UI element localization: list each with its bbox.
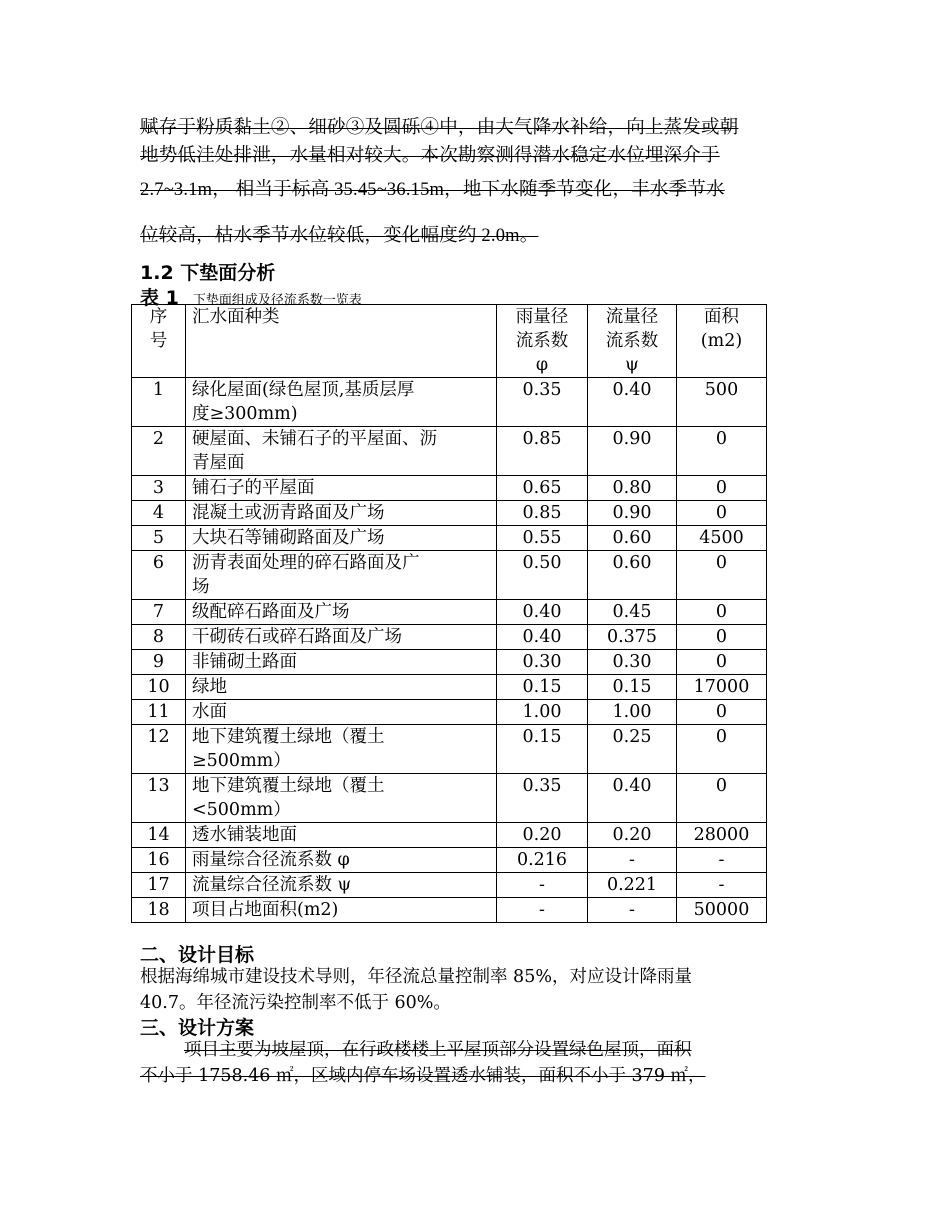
row-no: 14 — [132, 823, 186, 848]
row-surface-type-line: 非铺砌土路面 — [192, 652, 297, 672]
row-flow-coefficient: 0.25 — [588, 725, 677, 774]
row-flow-coefficient: 0.90 — [588, 501, 677, 526]
row-no: 17 — [132, 873, 186, 898]
row-area: - — [677, 848, 767, 873]
intro-line-3: 2.7~3.1m， 相当于标高 35.45~36.15m，地下水随季节变化，丰水季节水 — [140, 180, 725, 200]
table-body — [132, 378, 767, 923]
row-flow-coefficient: 0.15 — [588, 675, 677, 700]
row-surface-type-line: 场 — [192, 577, 210, 597]
table-row — [132, 476, 767, 501]
row-surface-type-line: 沥青表面处理的碎石路面及广 — [192, 553, 420, 573]
row-area: 0 — [677, 476, 767, 501]
row-rain-coefficient: 0.40 — [497, 600, 588, 625]
section-heading-design-goal: 二、设计目标 — [140, 944, 255, 966]
row-surface-type-line: 水面 — [192, 702, 227, 722]
row-surface-type — [186, 600, 497, 625]
row-no: 9 — [132, 650, 186, 675]
row-rain-coefficient: 0.85 — [497, 427, 588, 476]
intro-line-4: 位较高，枯水季节水位较低，变化幅度约 2.0m。 — [140, 226, 539, 246]
row-surface-type-line: 铺石子的平屋面 — [192, 478, 315, 498]
row-area: 17000 — [677, 675, 767, 700]
table-caption-text: 下垫面组成及径流系数一览表 — [192, 293, 362, 308]
row-no: 13 — [132, 774, 186, 823]
row-area: - — [677, 873, 767, 898]
row-rain-coefficient: 0.30 — [497, 650, 588, 675]
row-no: 7 — [132, 600, 186, 625]
table-row — [132, 427, 767, 476]
table-row — [132, 725, 767, 774]
table-row — [132, 823, 767, 848]
row-surface-type — [186, 650, 497, 675]
row-no: 16 — [132, 848, 186, 873]
row-surface-type-line: 绿化屋面(绿色屋顶,基质层厚 — [192, 380, 415, 400]
table-row — [132, 898, 767, 923]
table-header-row — [132, 305, 767, 378]
row-area: 500 — [677, 378, 767, 427]
table-row — [132, 848, 767, 873]
row-no: 6 — [132, 551, 186, 600]
row-rain-coefficient: 0.65 — [497, 476, 588, 501]
row-surface-type-line: 项目占地面积(m2) — [192, 900, 339, 920]
row-surface-type-line: 绿地 — [192, 677, 227, 697]
row-flow-coefficient: 0.60 — [588, 526, 677, 551]
row-surface-type — [186, 625, 497, 650]
row-surface-type-line: 干砌砖石或碎石路面及广场 — [192, 627, 402, 647]
header-area: 面积 (m2) — [677, 305, 767, 378]
row-rain-coefficient: 0.55 — [497, 526, 588, 551]
row-surface-type — [186, 427, 497, 476]
row-surface-type — [186, 501, 497, 526]
row-rain-coefficient: 0.50 — [497, 551, 588, 600]
row-flow-coefficient: 0.20 — [588, 823, 677, 848]
table-row — [132, 675, 767, 700]
row-surface-type — [186, 526, 497, 551]
row-no: 11 — [132, 700, 186, 725]
intro-line-2: 地势低洼处排泄，水量相对较大。本次勘察测得潜水稳定水位埋深介于 — [140, 146, 720, 166]
row-area: 0 — [677, 625, 767, 650]
row-rain-coefficient: - — [497, 898, 588, 923]
row-rain-coefficient: 1.00 — [497, 700, 588, 725]
row-rain-coefficient: 0.35 — [497, 774, 588, 823]
row-no: 12 — [132, 725, 186, 774]
row-flow-coefficient: - — [588, 898, 677, 923]
header-no: 序 号 — [132, 305, 186, 378]
row-area: 50000 — [677, 898, 767, 923]
row-surface-type — [186, 823, 497, 848]
row-area: 28000 — [677, 823, 767, 848]
table-row — [132, 378, 767, 427]
design-goal-line-1: 根据海绵城市建设技术导则，年径流总量控制率 85%，对应设计降雨量 — [140, 967, 692, 987]
intro-line-1: 赋存于粉质黏土②、细砂③及圆砾④中，由大气降水补给，向上蒸发或朝 — [140, 118, 739, 138]
row-no: 3 — [132, 476, 186, 501]
row-surface-type — [186, 873, 497, 898]
row-surface-type — [186, 675, 497, 700]
header-flow-coefficient: 流量径 流系数 ψ — [588, 305, 677, 378]
row-no: 5 — [132, 526, 186, 551]
row-no: 18 — [132, 898, 186, 923]
row-surface-type-line: 青屋面 — [192, 453, 245, 473]
row-area: 4500 — [677, 526, 767, 551]
row-no: 2 — [132, 427, 186, 476]
row-surface-type-line: 硬屋面、未铺石子的平屋面、沥 — [192, 429, 437, 449]
table-row — [132, 600, 767, 625]
table-row — [132, 650, 767, 675]
row-surface-type-line: 透水铺装地面 — [192, 825, 297, 845]
row-rain-coefficient: 0.15 — [497, 675, 588, 700]
row-rain-coefficient: 0.35 — [497, 378, 588, 427]
row-surface-type-line: 地下建筑覆土绿地（覆土 — [192, 727, 385, 747]
design-plan-line-2: 不小于 1758.46 ㎡，区域内停车场设置透水铺装，面积不小于 379 ㎡， — [140, 1066, 706, 1086]
row-flow-coefficient: 0.90 — [588, 427, 677, 476]
row-surface-type — [186, 898, 497, 923]
row-surface-type-line: 度≥300mm) — [192, 404, 298, 424]
row-area: 0 — [677, 501, 767, 526]
row-area: 0 — [677, 725, 767, 774]
row-no: 10 — [132, 675, 186, 700]
row-rain-coefficient: 0.20 — [497, 823, 588, 848]
row-flow-coefficient: 0.80 — [588, 476, 677, 501]
row-flow-coefficient: 0.40 — [588, 378, 677, 427]
header-rain-coefficient: 雨量径 流系数 φ — [497, 305, 588, 378]
table-row — [132, 774, 767, 823]
row-surface-type — [186, 725, 497, 774]
row-surface-type — [186, 700, 497, 725]
row-area: 0 — [677, 551, 767, 600]
row-flow-coefficient: 0.30 — [588, 650, 677, 675]
row-area: 0 — [677, 600, 767, 625]
row-flow-coefficient: 0.375 — [588, 625, 677, 650]
row-surface-type-line: 大块石等铺砌路面及广场 — [192, 528, 385, 548]
row-rain-coefficient: - — [497, 873, 588, 898]
row-flow-coefficient: 1.00 — [588, 700, 677, 725]
row-surface-type-line: <500mm） — [192, 800, 291, 820]
row-no: 8 — [132, 625, 186, 650]
table-row — [132, 551, 767, 600]
row-surface-type-line: 流量综合径流系数 ψ — [192, 875, 352, 895]
row-flow-coefficient: 0.221 — [588, 873, 677, 898]
table-row — [132, 700, 767, 725]
row-no: 1 — [132, 378, 186, 427]
table-row — [132, 873, 767, 898]
row-rain-coefficient: 0.216 — [497, 848, 588, 873]
row-surface-type — [186, 476, 497, 501]
table-caption-label: 表 1 — [140, 287, 179, 309]
row-flow-coefficient: 0.60 — [588, 551, 677, 600]
row-surface-type-line: 地下建筑覆土绿地（覆土 — [192, 776, 385, 796]
row-area: 0 — [677, 650, 767, 675]
header-surface-type: 汇水面种类 — [186, 305, 497, 378]
row-rain-coefficient: 0.85 — [497, 501, 588, 526]
row-surface-type-line: 级配碎石路面及广场 — [192, 602, 350, 622]
design-goal-line-2: 40.7。年径流污染控制率不低于 60%。 — [140, 993, 451, 1013]
row-area: 0 — [677, 774, 767, 823]
row-surface-type — [186, 551, 497, 600]
design-plan-line-1: 项目主要为坡屋顶，在行政楼楼上平屋顶部分设置绿色屋顶，面积 — [184, 1040, 692, 1060]
row-surface-type-line: ≥500mm） — [192, 751, 291, 771]
row-surface-type-line: 雨量综合径流系数 φ — [192, 850, 350, 870]
table-row — [132, 501, 767, 526]
section-heading-design-plan: 三、设计方案 — [140, 1017, 255, 1039]
runoff-coefficient-table — [131, 304, 767, 923]
row-area: 0 — [677, 427, 767, 476]
table-row — [132, 526, 767, 551]
row-surface-type — [186, 774, 497, 823]
table-row — [132, 625, 767, 650]
row-flow-coefficient: - — [588, 848, 677, 873]
row-no: 4 — [132, 501, 186, 526]
row-area: 0 — [677, 700, 767, 725]
row-surface-type — [186, 848, 497, 873]
row-rain-coefficient: 0.15 — [497, 725, 588, 774]
row-flow-coefficient: 0.40 — [588, 774, 677, 823]
row-rain-coefficient: 0.40 — [497, 625, 588, 650]
row-surface-type — [186, 378, 497, 427]
row-surface-type-line: 混凝土或沥青路面及广场 — [192, 503, 385, 523]
row-flow-coefficient: 0.45 — [588, 600, 677, 625]
section-heading-1-2: 1.2 下垫面分析 — [140, 262, 276, 284]
